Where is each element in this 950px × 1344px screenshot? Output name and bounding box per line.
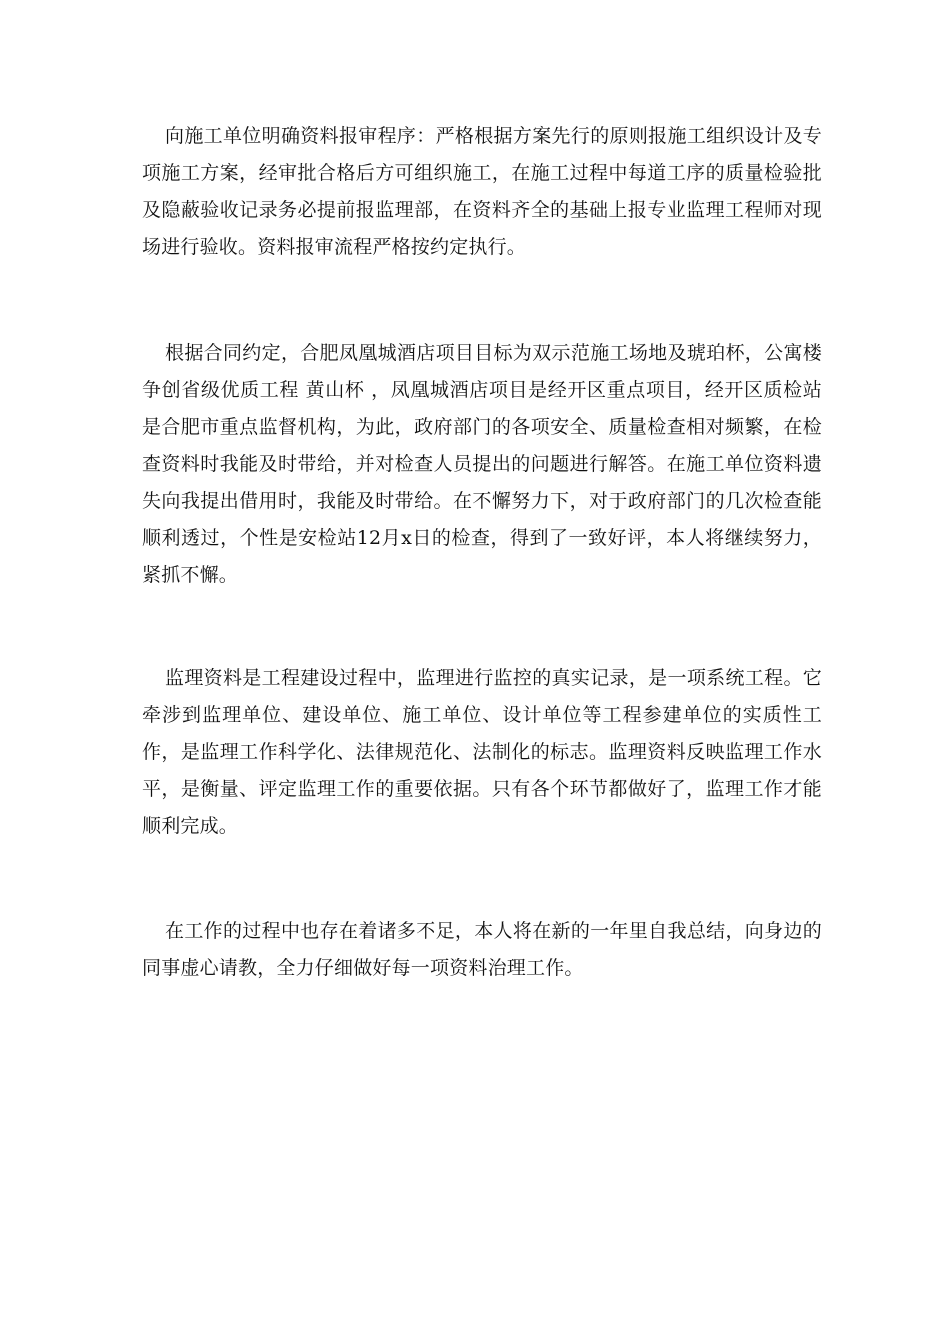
paragraph-shortcomings: 在工作的过程中也存在着诸多不足，本人将在新的一年里自我总结，向身边的同事虚心请教，全力仔细做好每一项资料治理工作。 (142, 920, 822, 979)
paragraph-review-procedure: 向施工单位明确资料报审程序：严格根据方案先行的原则报施工组织设计及专项施工方案，经审批合格后方可组织施工，在施工过程中每道工序的质量检验批及隐蔽验收记录务必提前报监理部，在资料齐全的基础上报专业监理工程师对现场进行验收。资料报审流程严格按约定执行。 (142, 125, 822, 258)
paragraph-supervision-records: 监理资料是工程建设过程中，监理进行监控的真实记录，是一项系统工程。它牵涉到监理单位、建设单位、施工单位、设计单位等工程参建单位的实质性工作，是监理工作科学化、法律规范化、法制化的标志。监理资料反映监理工作水平，是衡量、评定监理工作的重要依据。只有各个环节都做好了，监理工作才能顺利完成。 (142, 667, 822, 837)
paragraph-contract-goals: 根据合同约定，合肥凤凰城酒店项目目标为双示范施工场地及琥珀杯，公寓楼争创省级优质工程 黄山杯 ，凤凰城酒店项目是经开区重点项目，经开区质检站是合肥市重点监督机构，为此，政府部门的各项安全、质量检查相对频繁，在检查资料时我能及时带给，并对检查人员提出的问题进行解答。在施工单位资料遗失向我提出借用时，我能及时带给。在不懈努力下，对于政府部门的几次检查能顺利透过，个性是安检站12月x日的检查，得到了一致好评，本人将继续努力，紧抓不懈。 (142, 342, 822, 586)
